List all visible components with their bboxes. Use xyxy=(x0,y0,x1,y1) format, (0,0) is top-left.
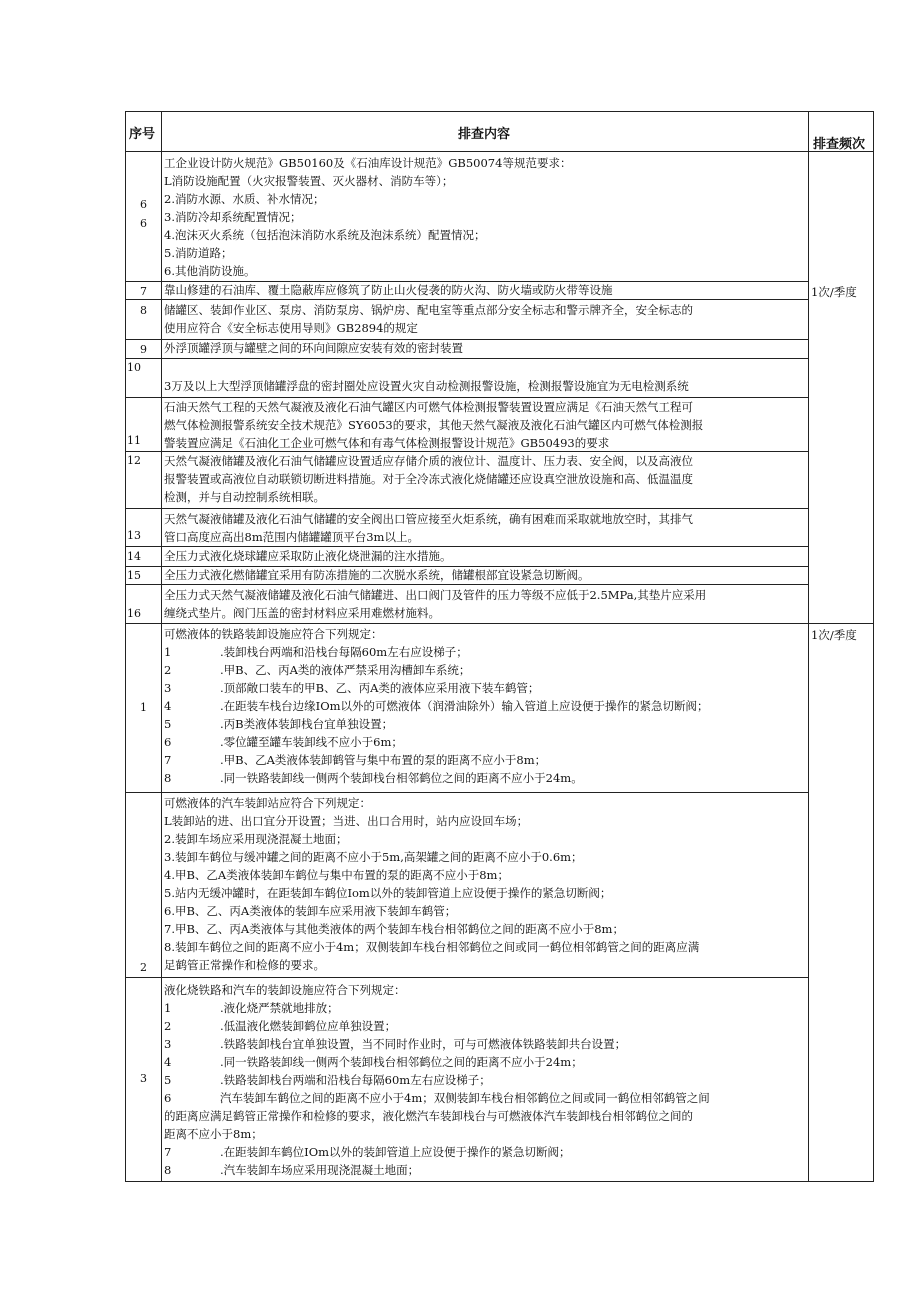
list-item xyxy=(164,1071,710,1089)
text-line: 天然气凝液储罐及液化石油气储罐应设置适应存储介质的液位计、温度计、压力表、安全阀，以及高液位 xyxy=(164,454,693,468)
item-text: .铁路装卸栈台两端和沿栈台每隔60m左右应设梯子； xyxy=(220,1073,491,1087)
text-line: 缠绕式垫片。阀门压盖的密封材料应采用难燃材施料。 xyxy=(164,606,440,620)
row-number: 12 xyxy=(127,454,141,467)
text-line: L消防设施配置（火灾报警装置、灭火器材、消防车等）； xyxy=(164,174,454,188)
text-line: 3万及以上大型浮顶储罐浮盘的密封圈处应设置火灾自动检测报警设施，检测报警设施宜为无电检测系统 xyxy=(164,379,689,393)
item-number: 2 xyxy=(164,663,172,677)
row-number: 10 xyxy=(127,361,141,374)
text-line: 3.消防冷却系统配置情况； xyxy=(164,210,302,224)
item-text: .汽车装卸车场应采用现浇混凝土地面； xyxy=(220,1163,420,1177)
item-number: 1 xyxy=(164,645,172,659)
list-item xyxy=(164,1053,710,1071)
text-line: 天然气凝液储罐及液化石油气储罐的安全阀出口管应接至火炬系统，确有困难而采取就地放空时，其排气 xyxy=(164,512,693,526)
item-number: 3 xyxy=(164,681,172,695)
header-frequency: 排查频次 xyxy=(813,137,866,152)
row-number: 3 xyxy=(140,1072,147,1085)
row-divider xyxy=(125,584,808,585)
text-line: 使用应符合《安全标志使用导则》GB2894的规定 xyxy=(164,321,418,335)
list-item xyxy=(164,751,709,769)
text-line: 8.装卸车鹤位之间的距离不应小于4m；双侧装卸车栈台相邻鹤位之间或同一鹤位相邻鹤管之间的距离应满 xyxy=(164,940,700,954)
column-divider xyxy=(808,111,809,1182)
list-item xyxy=(164,1143,710,1161)
text-line: 储罐区、装卸作业区、泵房、消防泵房、锅炉房、配电室等重点部分安全标志和警示牌齐全，安全标志的 xyxy=(164,303,693,317)
list-item xyxy=(164,999,710,1017)
text-line: 警装置应满足《石油化工企业可燃气体和有毒气体检测报警设计规范》GB50493的要求 xyxy=(164,436,610,450)
row-content xyxy=(164,981,710,1179)
item-text: .同一铁路装卸线一侧两个装卸栈台相邻鹤位之间的距离不应小于24m。 xyxy=(220,771,583,785)
row-content xyxy=(164,794,699,976)
text-line: 5.消防道路； xyxy=(164,246,233,260)
item-number: 1 xyxy=(164,1001,172,1015)
row-number: 14 xyxy=(127,550,141,563)
text-line: 外浮顶罐浮顶与罐壁之间的环向间隙应安装有效的密封装置 xyxy=(164,341,463,355)
item-number: 8 xyxy=(164,771,172,785)
text-line: 燃气体检测报警系统安全技术规范》SY6053的要求，其他天然气凝液及液化石油气罐区内可燃气体检测报 xyxy=(164,418,704,432)
item-text: .同一铁路装卸线一侧两个装卸栈台相邻鹤位之间的距离不应小于24m； xyxy=(220,1055,583,1069)
item-number: 6 xyxy=(164,1091,172,1105)
item-number: 7 xyxy=(164,1145,172,1159)
row-content xyxy=(164,452,693,506)
row-content xyxy=(164,586,706,622)
list-item xyxy=(164,1089,710,1107)
row-content xyxy=(164,154,571,280)
item-text: .铁路装卸栈台宜单独设置，当不同时作业时，可与可燃液体铁路装卸共台设置； xyxy=(220,1037,627,1051)
list-item xyxy=(164,697,709,715)
item-number: 8 xyxy=(164,1163,172,1177)
text-line: 6.甲B、乙、丙A类液体的装卸车应采用液下装卸车鹤管； xyxy=(164,904,457,918)
text-line: 5.站内无缓冲罐时，在距装卸车鹤位Iom以外的装卸管道上应设便于操作的紧急切断阀； xyxy=(164,886,612,900)
text-line: L装卸站的进、出口宜分开设置；当进、出口合用时，站内应设回车场； xyxy=(164,814,529,828)
text-line: 全压力式液化烧球罐应采取防止液化烧泄漏的注水措施。 xyxy=(164,549,452,563)
item-text: .装卸栈台两端和沿栈台每隔60m左右应设梯子； xyxy=(220,645,468,659)
list-item xyxy=(164,661,709,679)
row-content xyxy=(164,339,463,357)
text-line: 3.装卸车鹤位与缓冲罐之间的距离不应小于5m,高架罐之间的距离不应小于0.6m； xyxy=(164,850,583,864)
item-number: 4 xyxy=(164,1055,172,1069)
row-number: 6 xyxy=(140,217,147,230)
row-divider xyxy=(125,623,874,624)
row-content xyxy=(164,398,703,452)
text-line: 全压力式液化燃储罐宜采用有防冻措施的二次脱水系统，储罐根部宜设紧急切断阀。 xyxy=(164,568,590,582)
list-item xyxy=(164,715,709,733)
row-number: 11 xyxy=(127,434,141,447)
text-line: 距离不应小于8m； xyxy=(164,1127,263,1141)
text-line: 足鹤管正常操作和检修的要求。 xyxy=(164,958,325,972)
list-item xyxy=(164,1035,710,1053)
row-content xyxy=(164,510,693,546)
row-number: 8 xyxy=(140,304,147,317)
text-line: 7.甲B、乙、丙A类液体与其他类液体的两个装卸车栈台相邻鹤位之间的距离不应小于8m； xyxy=(164,922,624,936)
header-content: 排查内容 xyxy=(458,127,511,142)
list-item xyxy=(164,1161,710,1179)
row-divider xyxy=(125,508,808,509)
list-item xyxy=(164,643,709,661)
text-line: 2.装卸车场应采用现浇混凝土地面； xyxy=(164,832,348,846)
row-number: 6 xyxy=(140,198,147,211)
text-line: 石油天然气工程的天然气凝液及液化石油气罐区内可燃气体检测报警装置设置应满足《石油天然气工程可 xyxy=(164,400,693,414)
row-divider xyxy=(125,792,808,793)
text-line: 全压力式天然气凝液储罐及液化石油气储罐进、出口阀门及管件的压力等级不应低于2.5MPa,其垫片应采用 xyxy=(164,588,707,602)
list-item xyxy=(164,733,709,751)
text-line: 靠山修建的石油库、覆土隐蔽库应修筑了防止山火侵袭的防火沟、防火墙或防火带等设施 xyxy=(164,283,613,297)
row-content xyxy=(164,547,452,565)
item-number: 4 xyxy=(164,699,172,713)
text-line: 4.泡沫灭火系统（包括泡沫消防水系统及泡沫系统）配置情况； xyxy=(164,228,486,242)
row-number: 2 xyxy=(140,961,147,974)
item-number: 5 xyxy=(164,717,172,731)
row-number: 9 xyxy=(140,343,147,356)
list-item xyxy=(164,1017,710,1035)
text-line: 工企业设计防火规范》GB50160及《石油库设计规范》GB50074等规范要求： xyxy=(164,156,572,170)
list-item xyxy=(164,679,709,697)
text-line: 可燃液体的铁路装卸设施应符合下列规定： xyxy=(164,627,383,641)
item-number: 2 xyxy=(164,1019,172,1033)
item-number: 6 xyxy=(164,735,172,749)
text-line: 的距离应满足鹤管正常操作和检修的要求，液化燃汽车装卸栈台与可燃液体汽车装卸栈台相邻鹤位之间的 xyxy=(164,1109,693,1123)
item-text: .零位罐至罐车装卸线不应小于6m； xyxy=(220,735,403,749)
item-text: .甲B、乙A类液体装卸鹤管与集中布置的泵的距离不应小于8m； xyxy=(220,753,547,767)
row-divider xyxy=(125,299,808,300)
column-divider xyxy=(161,111,162,1182)
item-text: .液化烧严禁就地排放； xyxy=(220,1001,339,1015)
row-number: 13 xyxy=(127,529,141,542)
text-line: 6.其他消防设施。 xyxy=(164,264,256,278)
item-text: .甲B、乙、丙A类的液体严禁采用沟槽卸车系统； xyxy=(220,663,471,677)
text-line: 可燃液体的汽车装卸站应符合下列规定： xyxy=(164,796,371,810)
item-number: 5 xyxy=(164,1073,172,1087)
row-number: 7 xyxy=(140,285,147,298)
frequency-lower: 1次/季度 xyxy=(811,628,857,642)
row-content xyxy=(164,625,709,787)
frequency-upper: 1次/季度 xyxy=(811,285,857,299)
text-line: 4.甲B、乙A类液体装卸车鹤位与集中布置的泵的距离不应小于8m； xyxy=(164,868,509,882)
text-line: 检测，并与自动控制系统相联。 xyxy=(164,490,325,504)
text-line: 液化烧铁路和汽车的装卸设施应符合下列规定： xyxy=(164,983,406,997)
item-text: .在距装车栈台边缘IOm以外的可燃液体（润滑油除外）输入管道上应设便于操作的紧急切断阀； xyxy=(220,699,709,713)
header-divider xyxy=(125,151,874,152)
header-seq: 序号 xyxy=(129,127,156,142)
text-line: 2.消防水源、水质、补水情况； xyxy=(164,192,325,206)
item-text: .顶部敞口装车的甲B、乙、丙A类的液体应采用液下装车鹤管； xyxy=(220,681,540,695)
row-content xyxy=(164,566,590,584)
row-number: 15 xyxy=(127,569,141,582)
row-number: 1 xyxy=(140,701,147,714)
item-text: .丙B类液体装卸栈台宜单独设置； xyxy=(220,717,394,731)
item-number: 3 xyxy=(164,1037,172,1051)
list-item xyxy=(164,769,709,787)
row-content xyxy=(164,377,689,395)
item-number: 7 xyxy=(164,753,172,767)
row-divider xyxy=(125,977,808,978)
text-line: 报警装置或高液位自动联锁切断进料措施。对于全冷冻式液化烧储罐还应设真空泄放设施和高、低温温度 xyxy=(164,472,693,486)
row-divider xyxy=(125,358,808,359)
row-content xyxy=(164,301,693,337)
item-text: .低温液化燃装卸鹤位应单独设置； xyxy=(220,1019,397,1033)
row-number: 16 xyxy=(127,607,141,620)
row-content xyxy=(164,281,613,299)
item-text: .在距装卸车鹤位IOm以外的装卸管道上应设便于操作的紧急切断阀； xyxy=(220,1145,571,1159)
item-text: 汽车装卸车鹤位之间的距离不应小于4m；双侧装卸车栈台相邻鹤位之间或同一鹤位相邻鹤管之间 xyxy=(220,1091,710,1105)
text-line: 管口高度应高出8m范围内储罐罐顶平台3m以上。 xyxy=(164,530,419,544)
